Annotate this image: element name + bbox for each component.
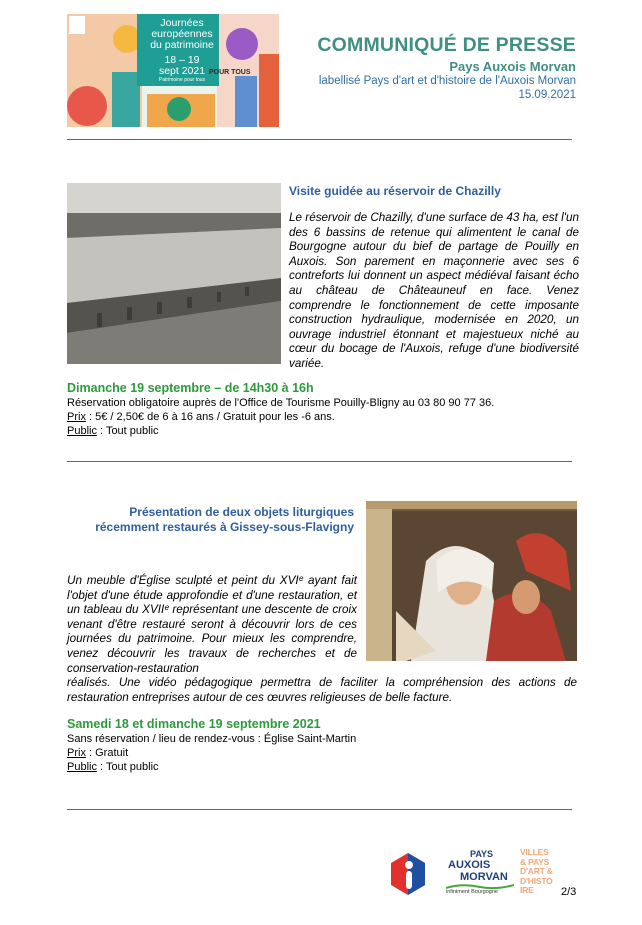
header-label: labellisé Pays d'art et d'histoire de l'Auxois Morvan (318, 75, 576, 87)
banner-line1: Journées (160, 17, 204, 29)
page-subtitle: Pays Auxois Morvan (449, 59, 576, 74)
section1-public (67, 424, 159, 439)
public-value: : Tout public (96, 761, 159, 773)
section2-prix (67, 746, 128, 761)
prix-value: : Gratuit (85, 747, 129, 759)
section1-body: Le réservoir de Chazilly, d'une surface de 43 ha, est l'un des 6 bassins de retenue qui alimentent le canal de Bourgogne autour du bief de partage de Pouilly en Auxois. Son parement en maçonnerie avec ses 6 contreforts lui donnent un aspect médiéval faisant écho au château de Châteauneuf en face. Venez comprendre le fonctionnement de cette imposante construction hydraulique, modernisée en 2020, un ouvrage industriel étonnant et majestueux niché au cœur du bocage de l'Auxois, refuge d'une biodiversité variée. (289, 211, 579, 370)
divider (67, 809, 572, 810)
prix-label: Prix (67, 411, 86, 423)
page-title: COMMUNIQUÉ DE PRESSE (317, 34, 576, 56)
section2-date: Samedi 18 et dimanche 19 septembre 2021 (67, 717, 321, 731)
villes-line4: D'HISTO (520, 875, 553, 886)
banner-dates: 18 – 19 (164, 54, 200, 66)
prix-value: : 5€ / 2,50€ de 6 à 16 ans / Gratuit pour les -6 ans. (85, 411, 335, 423)
section2-reservation: Sans réservation / lieu de rendez-vous : Église Saint-Martin (67, 733, 357, 745)
public-value: : Tout public (96, 425, 159, 437)
villes-line5: IRE (520, 885, 534, 896)
banner-line3: du patrimoine (150, 39, 214, 51)
villes-line2: & PAYS (520, 856, 550, 867)
section2-public (67, 760, 159, 775)
section2-title-line1: Présentation de deux objets liturgiques (129, 505, 354, 519)
descent-from-cross-painting (366, 501, 577, 661)
section1-date: Dimanche 19 septembre – de 14h30 à 16h (67, 381, 314, 395)
section1-title: Visite guidée au réservoir de Chazilly (289, 184, 501, 198)
divider (67, 461, 572, 462)
section1-prix (67, 410, 335, 425)
jep-2021-banner (67, 14, 279, 127)
public-label: Public (67, 761, 97, 773)
section1-reservation: Réservation obligatoire auprès de l'Office de Tourisme Pouilly-Bligny au 03 80 90 77 36. (67, 397, 495, 409)
prix-label: Prix (67, 747, 86, 759)
public-label: Public (67, 425, 97, 437)
banner-tagline: Patrimoine pour tous (158, 77, 206, 83)
banner-tagline2: POUR TOUS (209, 69, 251, 76)
page-number: 2/3 (561, 886, 577, 898)
pays-logo-tag: infiniment Bourgogne (446, 889, 498, 895)
villes-line1: VILLES (520, 847, 549, 857)
pays-logo-line2: AUXOIS (448, 859, 491, 871)
header-date: 15.09.2021 (518, 89, 576, 101)
section2-body-part1: Un meuble d'Église sculpté et peint du XVIᵉ ayant fait l'objet d'une étude approfondie et d'une restauration, et un tableau du XVIIᵉ représentant une descente de croix venant d'être restauré seront à découvrir lors de ces journées du patrimoine. Pour mieux les comprendre, venez découvrir les travaux de recherches et de conservation-restauration (67, 574, 357, 675)
pays-logo-line3: MORVAN (460, 871, 508, 883)
banner-dates2: sept 2021 (158, 65, 206, 77)
banner-line2: européennes (151, 28, 213, 40)
pays-auxois-morvan-logo (446, 849, 514, 897)
section2-body-part2: réalisés. Une vidéo pédagogique permettra de faciliter la compréhension des actions de restauration entreprises autour de ces œuvres religieuses de belle facture. (67, 676, 577, 704)
villes-pays-art-histoire-logo (520, 848, 560, 898)
divider (67, 139, 572, 140)
region-logo-icon (388, 851, 428, 897)
section2-title-line2: récemment restaurés à Gissey-sous-Flavigny (95, 520, 354, 534)
section2-title (64, 505, 354, 535)
villes-line3: D'ART & (520, 866, 553, 877)
chazilly-reservoir-photo (67, 183, 281, 364)
pays-logo-line1: PAYS (470, 849, 494, 859)
